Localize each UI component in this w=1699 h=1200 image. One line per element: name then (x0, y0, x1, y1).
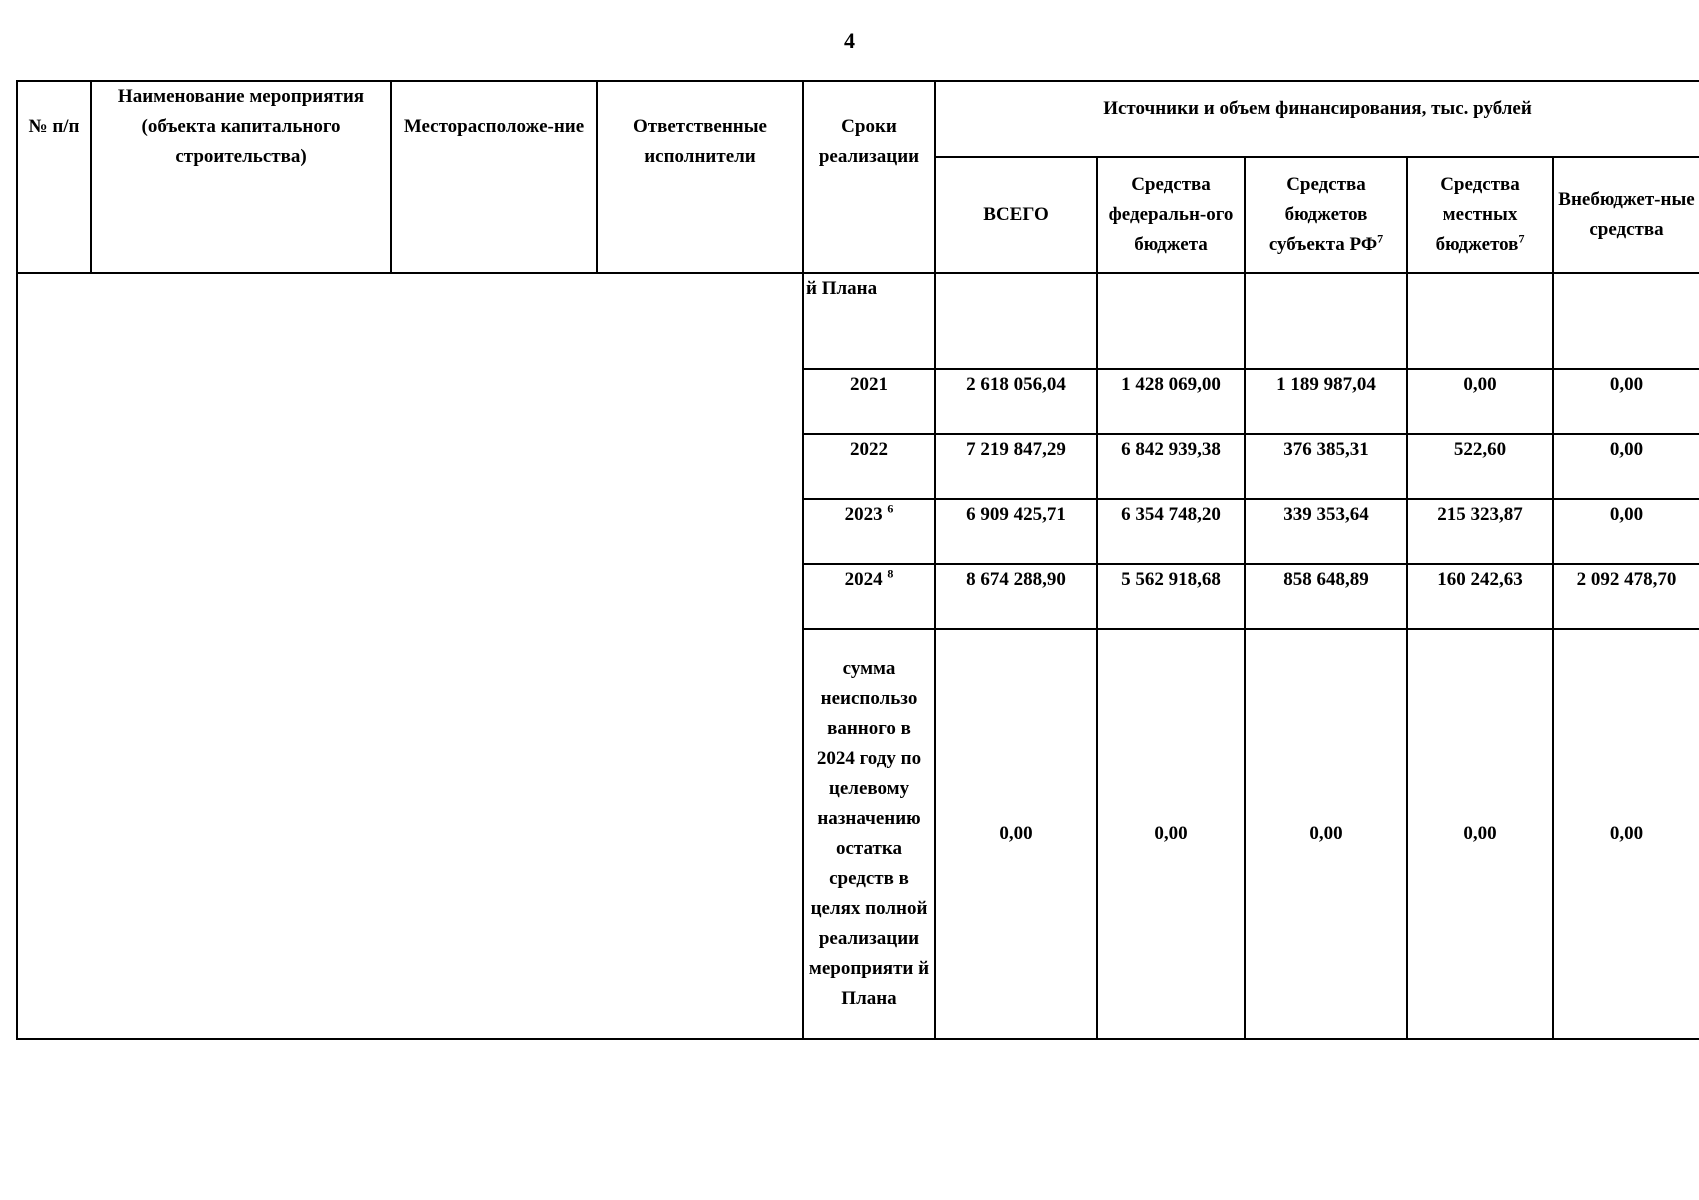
header-executors: Ответственные исполнители (597, 81, 803, 273)
period-cell: 2022 (803, 434, 935, 499)
local-cell: 0,00 (1407, 629, 1553, 1039)
period-cell: 2021 (803, 369, 935, 434)
extrabudget-cell: 0,00 (1553, 629, 1699, 1039)
page-number: 4 (844, 28, 855, 53)
total-cell: 2 618 056,04 (935, 369, 1097, 434)
federal-cell: 6 354 748,20 (1097, 499, 1245, 564)
period-text: 2024 (844, 569, 888, 590)
period-cell: й Плана (803, 273, 935, 369)
local-cell: 215 323,87 (1407, 499, 1553, 564)
header-regional-footnote: 7 (1377, 231, 1384, 246)
period-cell: сумма неиспользо ванного в 2024 году по целевому назначению остатка средств в целях полной реализации мероприяти й Плана (803, 629, 935, 1039)
period-cell (803, 564, 935, 629)
period-text: 2023 (844, 504, 888, 525)
table-header (17, 81, 1699, 273)
period-footnote: 8 (887, 566, 894, 581)
local-cell (1407, 273, 1553, 369)
header-federal: Средства федеральн-ого бюджета (1097, 157, 1245, 273)
total-cell: 8 674 288,90 (935, 564, 1097, 629)
header-regional (1245, 157, 1407, 273)
regional-cell: 376 385,31 (1245, 434, 1407, 499)
extrabudget-cell: 0,00 (1553, 369, 1699, 434)
header-funding-group: Источники и объем финансирования, тыс. рублей (935, 81, 1699, 157)
regional-cell: 1 189 987,04 (1245, 369, 1407, 434)
federal-cell: 6 842 939,38 (1097, 434, 1245, 499)
federal-cell: 1 428 069,00 (1097, 369, 1245, 434)
period-footnote: 6 (887, 501, 894, 516)
header-regional-text: Средства бюджетов субъекта РФ (1268, 174, 1378, 255)
header-local-text: Средства местных бюджетов (1435, 174, 1520, 255)
header-name: Наименование мероприятия (объекта капитального строительства) (91, 81, 391, 273)
funding-plan-table (16, 80, 1699, 1040)
federal-cell: 0,00 (1097, 629, 1245, 1039)
federal-cell: 5 562 918,68 (1097, 564, 1245, 629)
total-cell: 7 219 847,29 (935, 434, 1097, 499)
header-local (1407, 157, 1553, 273)
table-row (17, 273, 1699, 369)
header-num: № п/п (17, 81, 91, 273)
extrabudget-cell: 2 092 478,70 (1553, 564, 1699, 629)
local-cell: 522,60 (1407, 434, 1553, 499)
federal-cell (1097, 273, 1245, 369)
header-local-footnote: 7 (1518, 231, 1525, 246)
total-cell: 0,00 (935, 629, 1097, 1039)
header-location: Месторасположе-ние (391, 81, 597, 273)
merged-blank-cell (17, 273, 803, 1039)
header-total: ВСЕГО (935, 157, 1097, 273)
extrabudget-cell: 0,00 (1553, 499, 1699, 564)
regional-cell: 339 353,64 (1245, 499, 1407, 564)
extrabudget-cell: 0,00 (1553, 434, 1699, 499)
regional-cell: 0,00 (1245, 629, 1407, 1039)
total-cell: 6 909 425,71 (935, 499, 1097, 564)
header-period: Сроки реализации (803, 81, 935, 273)
table-body (17, 273, 1699, 1039)
header-extrabudget: Внебюджет-ные средства (1553, 157, 1699, 273)
total-cell (935, 273, 1097, 369)
regional-cell (1245, 273, 1407, 369)
period-cell (803, 499, 935, 564)
local-cell: 160 242,63 (1407, 564, 1553, 629)
regional-cell: 858 648,89 (1245, 564, 1407, 629)
local-cell: 0,00 (1407, 369, 1553, 434)
extrabudget-cell (1553, 273, 1699, 369)
